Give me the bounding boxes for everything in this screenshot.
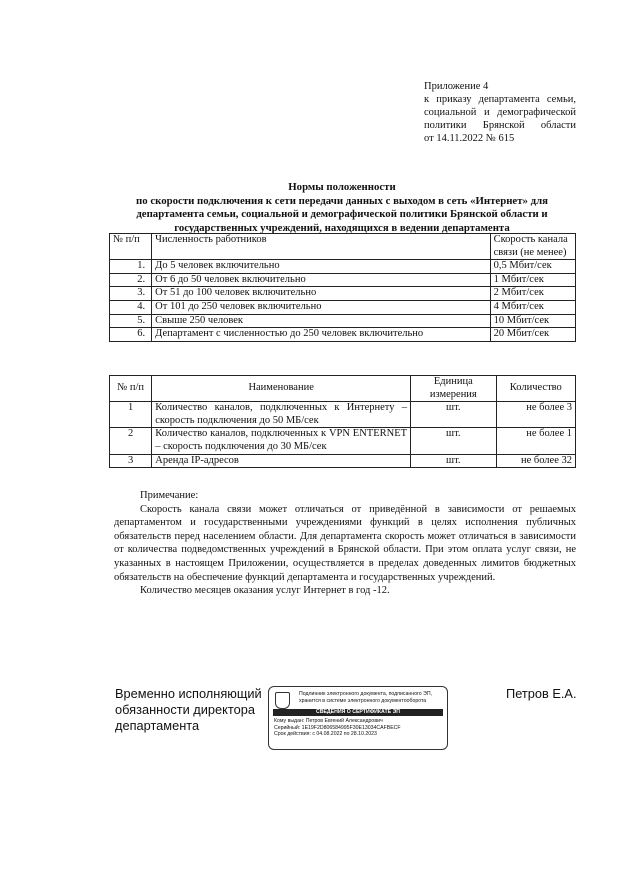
title-line: по скорости подключения к сети передачи данных с выходом в сеть «Интернет» для	[136, 194, 548, 207]
table-row	[110, 328, 576, 342]
cell-staff: Департамент с численностью до 250 человек включительно	[152, 328, 490, 342]
position-line: департамента	[115, 718, 200, 733]
speed-norms-table	[109, 233, 576, 342]
stamp-bar: СВЕДЕНИЯ О СЕРТИФИКАТЕ ЭП	[273, 709, 443, 716]
table-header-row	[110, 234, 576, 260]
notes-months: Количество месяцев оказания услуг Интернет в год -12.	[140, 585, 390, 597]
appendix-line: к приказу департамента семьи,	[424, 94, 576, 105]
stamp-header-line: Подлинник электронного документа, подписанного ЭП,	[299, 691, 433, 697]
header-qty: Количество	[496, 376, 575, 402]
stamp-issued-to: Кому выдан: Петров Евгений Александрович	[274, 718, 383, 724]
cell-unit: шт.	[411, 402, 497, 428]
table-row	[110, 314, 576, 328]
header-num: № п/п	[110, 376, 152, 402]
table-row	[110, 454, 576, 468]
stamp-serial: Серийный: 1E19F2D806584995F30E13034CAFBECF	[274, 724, 401, 731]
header-num: № п/п	[110, 234, 152, 260]
appendix-line: от 14.11.2022 № 615	[424, 133, 515, 144]
cell-staff: От 6 до 50 человек включительно	[152, 273, 490, 287]
header-staff: Численность работников	[152, 234, 490, 260]
table-row	[110, 260, 576, 274]
cell-num: 1.	[110, 260, 152, 274]
cell-num: 3.	[110, 287, 152, 301]
cell-staff: От 51 до 100 человек включительно	[152, 287, 490, 301]
signatory-name: Петров Е.А.	[506, 686, 577, 701]
notes-heading: Примечание:	[140, 490, 199, 501]
appendix-line: политики Брянской области	[424, 120, 576, 131]
cell-num: 2	[110, 428, 152, 454]
cell-name: Количество каналов, подключенных к VPN ENTERNET – скорость подключения до 30 МБ/сек	[152, 428, 411, 454]
appendix-line: Приложение 4	[424, 81, 489, 92]
appendix-block	[424, 80, 576, 145]
cell-speed: 2 Мбит/сек	[490, 287, 575, 301]
title-line: Нормы положенности	[288, 181, 396, 193]
stamp-header-line: хранится в системе электронного документооборота	[299, 697, 427, 704]
stamp-info	[274, 718, 444, 738]
title-line: департамента семьи, социальной и демографической политики Брянской области и	[136, 208, 548, 220]
appendix-line: социальной и демографической	[424, 107, 576, 118]
cell-speed: 0,5 Мбит/сек	[490, 260, 575, 274]
cell-staff: Свыше 250 человек	[152, 314, 490, 328]
header-unit: Единица измерения	[411, 376, 497, 402]
cell-name: Аренда IP-адресов	[152, 454, 411, 468]
cell-num: 2.	[110, 273, 152, 287]
header-name: Наименование	[152, 376, 411, 402]
header-speed: Скорость канала связи (не менее)	[490, 234, 575, 260]
cell-staff: От 101 до 250 человек включительно	[152, 300, 490, 314]
table-row	[110, 300, 576, 314]
services-table	[109, 375, 576, 468]
table-row	[110, 402, 576, 428]
cell-num: 5.	[110, 314, 152, 328]
coat-of-arms-icon	[275, 692, 290, 709]
table-header-row	[110, 376, 576, 402]
position-line: Временно исполняющий	[115, 686, 262, 701]
cell-speed: 10 Мбит/сек	[490, 314, 575, 328]
cell-speed: 20 Мбит/сек	[490, 328, 575, 342]
cell-num: 1	[110, 402, 152, 428]
cell-speed: 1 Мбит/сек	[490, 273, 575, 287]
stamp-header	[299, 691, 443, 704]
cell-speed: 4 Мбит/сек	[490, 300, 575, 314]
electronic-signature-stamp	[268, 686, 448, 750]
cell-qty: не более 3	[496, 402, 575, 428]
notes-body: Скорость канала связи может отличаться от приведённой в зависимости от решаемых департаментом и государственными учреждениями функций в целях исполнения публичных обязательств перед населением области. Для департамента скорость может отличаться в зависимости от количества подведомственных учреждений в Брянской области. При этом оплата услуг связи, не указанных в настоящем Приложении, осуществляется в пределах доведенных лимитов бюджетных обязательств на обеспечение функций департамента и государственных учреждений.	[114, 503, 576, 583]
cell-staff: До 5 человек включительно	[152, 260, 490, 274]
signatory-position	[115, 686, 262, 734]
notes-block	[114, 489, 576, 598]
title-line: государственных учреждений, находящихся в ведении департамента	[174, 221, 510, 234]
stamp-validity: Срок действия: с 04.08.2022 по 28.10.2023	[274, 731, 377, 738]
cell-num: 3	[110, 454, 152, 468]
cell-qty: не более 32	[496, 454, 575, 468]
cell-num: 6.	[110, 328, 152, 342]
position-line: обязанности директора	[115, 702, 255, 717]
cell-qty: не более 1	[496, 428, 575, 454]
cell-unit: шт.	[411, 454, 497, 468]
document-title	[108, 181, 576, 235]
table-row	[110, 273, 576, 287]
cell-unit: шт.	[411, 428, 497, 454]
cell-name: Количество каналов, подключенных к Интернету – скорость подключения до 50 МБ/сек	[152, 402, 411, 428]
table-row	[110, 428, 576, 454]
cell-num: 4.	[110, 300, 152, 314]
table-row	[110, 287, 576, 301]
